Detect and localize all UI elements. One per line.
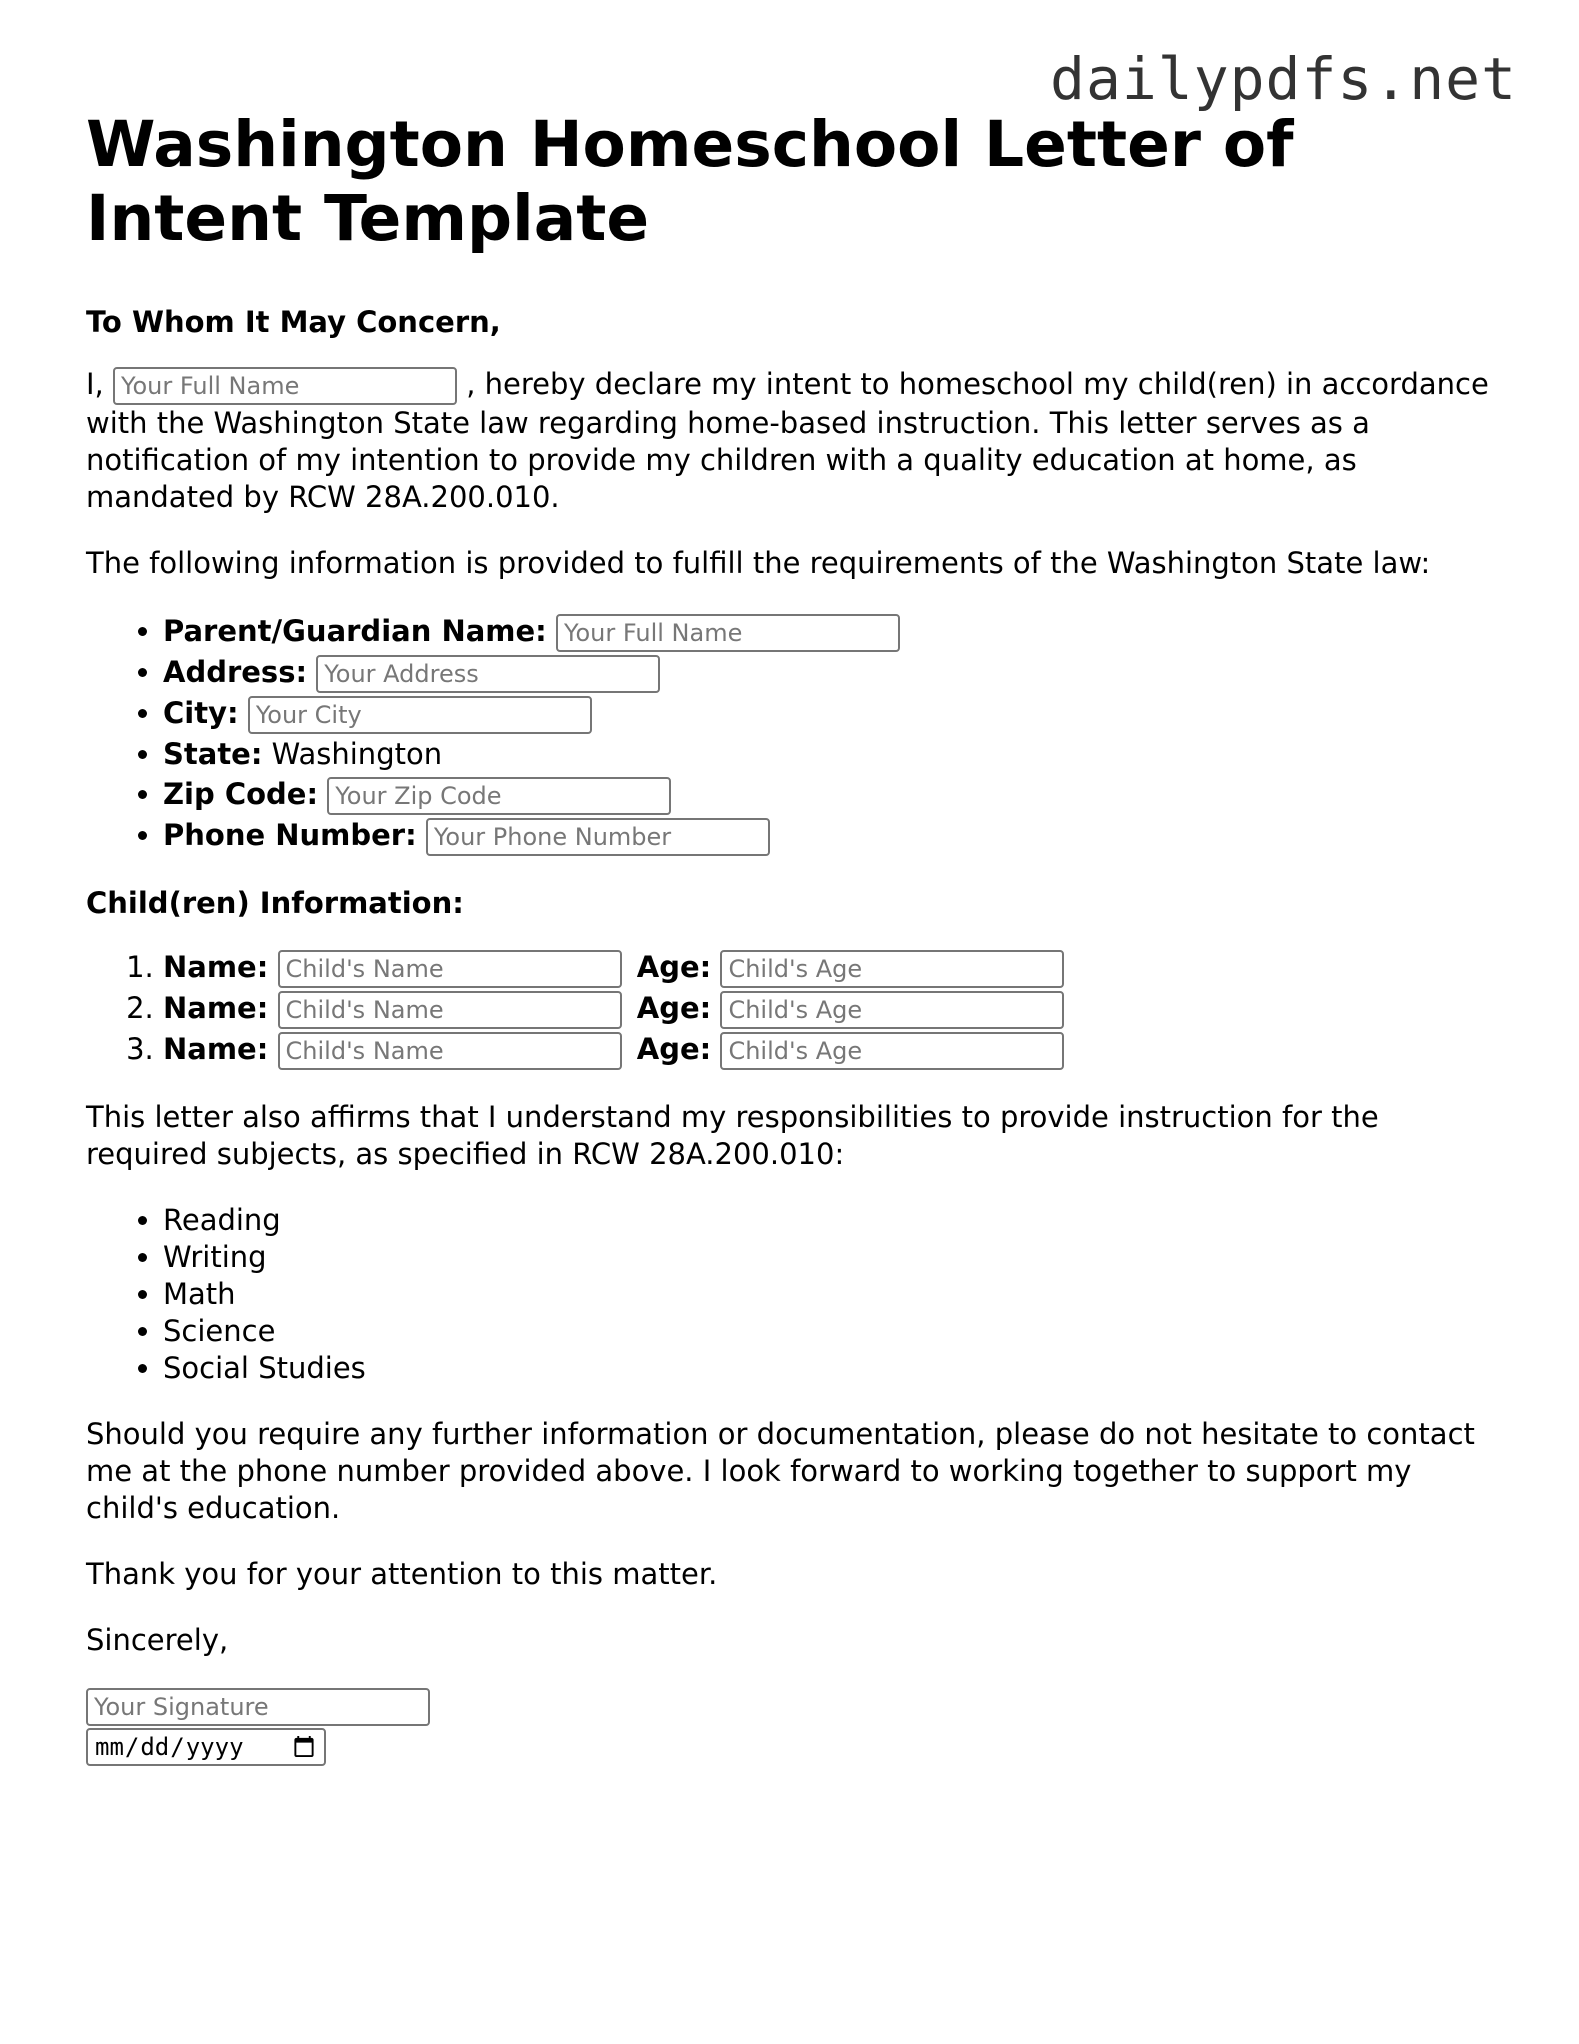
intro-paragraph — [86, 366, 1506, 516]
zip-input[interactable] — [327, 777, 671, 815]
child-3-age-input[interactable] — [720, 1032, 1064, 1070]
child-row-2 — [163, 988, 1506, 1029]
list-item — [163, 693, 1506, 734]
child-name-label: Name: — [163, 991, 269, 1025]
list-item — [163, 652, 1506, 693]
child-name-label: Name: — [163, 1032, 269, 1066]
thanks-paragraph: Thank you for your attention to this matter. — [86, 1557, 718, 1591]
list-item — [163, 734, 1506, 774]
parent-info-list — [86, 611, 1506, 856]
child-2-name-input[interactable] — [278, 991, 622, 1029]
child-name-label: Name: — [163, 950, 269, 984]
child-age-label: Age: — [636, 950, 712, 984]
child-row-1 — [163, 947, 1506, 988]
phone-input[interactable] — [426, 818, 770, 856]
address-input[interactable] — [316, 655, 660, 693]
parent-name-input[interactable] — [556, 614, 900, 652]
state-label: State: — [163, 737, 263, 771]
list-item — [163, 774, 1506, 815]
page-title: Washington Homeschool Letter of Intent Template — [86, 108, 1294, 255]
child-1-name-input[interactable] — [278, 950, 622, 988]
info-intro-paragraph: The following information is provided to fulfill the requirements of the Washington State law: — [86, 546, 1431, 580]
signature-input[interactable] — [86, 1688, 430, 1726]
list-item — [163, 815, 1506, 856]
salutation: To Whom It May Concern, — [86, 305, 501, 339]
intro-prefix: I, — [86, 367, 104, 401]
children-list — [86, 947, 1506, 1070]
city-input[interactable] — [248, 696, 592, 734]
state-value: Washington — [271, 737, 443, 771]
subject-item: • Social Studies — [163, 1350, 1506, 1387]
subject-item: • Math — [163, 1276, 1506, 1313]
zip-label: Zip Code: — [163, 777, 319, 811]
phone-label: Phone Number: — [163, 818, 417, 852]
subject-item: • Reading — [163, 1202, 1506, 1239]
child-2-age-input[interactable] — [720, 991, 1064, 1029]
address-label: Address: — [163, 655, 308, 689]
signature-block — [86, 1688, 1506, 1766]
child-age-label: Age: — [636, 1032, 712, 1066]
closing: Sincerely, — [86, 1623, 229, 1657]
letter-page — [86, 108, 1506, 1766]
affirm-paragraph: This letter also affirms that I understand my responsibilities to provide instruction for the required subjects, as specified in RCW 28A.200.010: — [86, 1100, 1379, 1171]
child-age-label: Age: — [636, 991, 712, 1025]
subject-item: • Writing — [163, 1239, 1506, 1276]
child-row-3 — [163, 1029, 1506, 1070]
parent-name-label: Parent/Guardian Name: — [163, 614, 547, 648]
children-heading: Child(ren) Information: — [86, 886, 464, 920]
subject-item: • Science — [163, 1313, 1506, 1350]
date-input[interactable] — [86, 1728, 326, 1766]
child-1-age-input[interactable] — [720, 950, 1064, 988]
city-label: City: — [163, 696, 239, 730]
watermark: dailypdfs.net — [1050, 45, 1517, 113]
list-item — [163, 611, 1506, 652]
intro-suffix: , hereby declare my intent to homeschool my child(ren) in accordance with the Washington State law regarding home-based instruction. This letter serves as a notification of my intention to provide my children with a quality education at home, as mandated by RCW 28A.200.010. — [86, 367, 1489, 514]
child-3-name-input[interactable] — [278, 1032, 622, 1070]
further-paragraph: Should you require any further information or documentation, please do not hesitate to contact me at the phone number provided above. I look forward to working together to support my child's education. — [86, 1417, 1475, 1525]
subjects-list — [86, 1202, 1506, 1387]
intro-full-name-input[interactable] — [113, 367, 457, 405]
